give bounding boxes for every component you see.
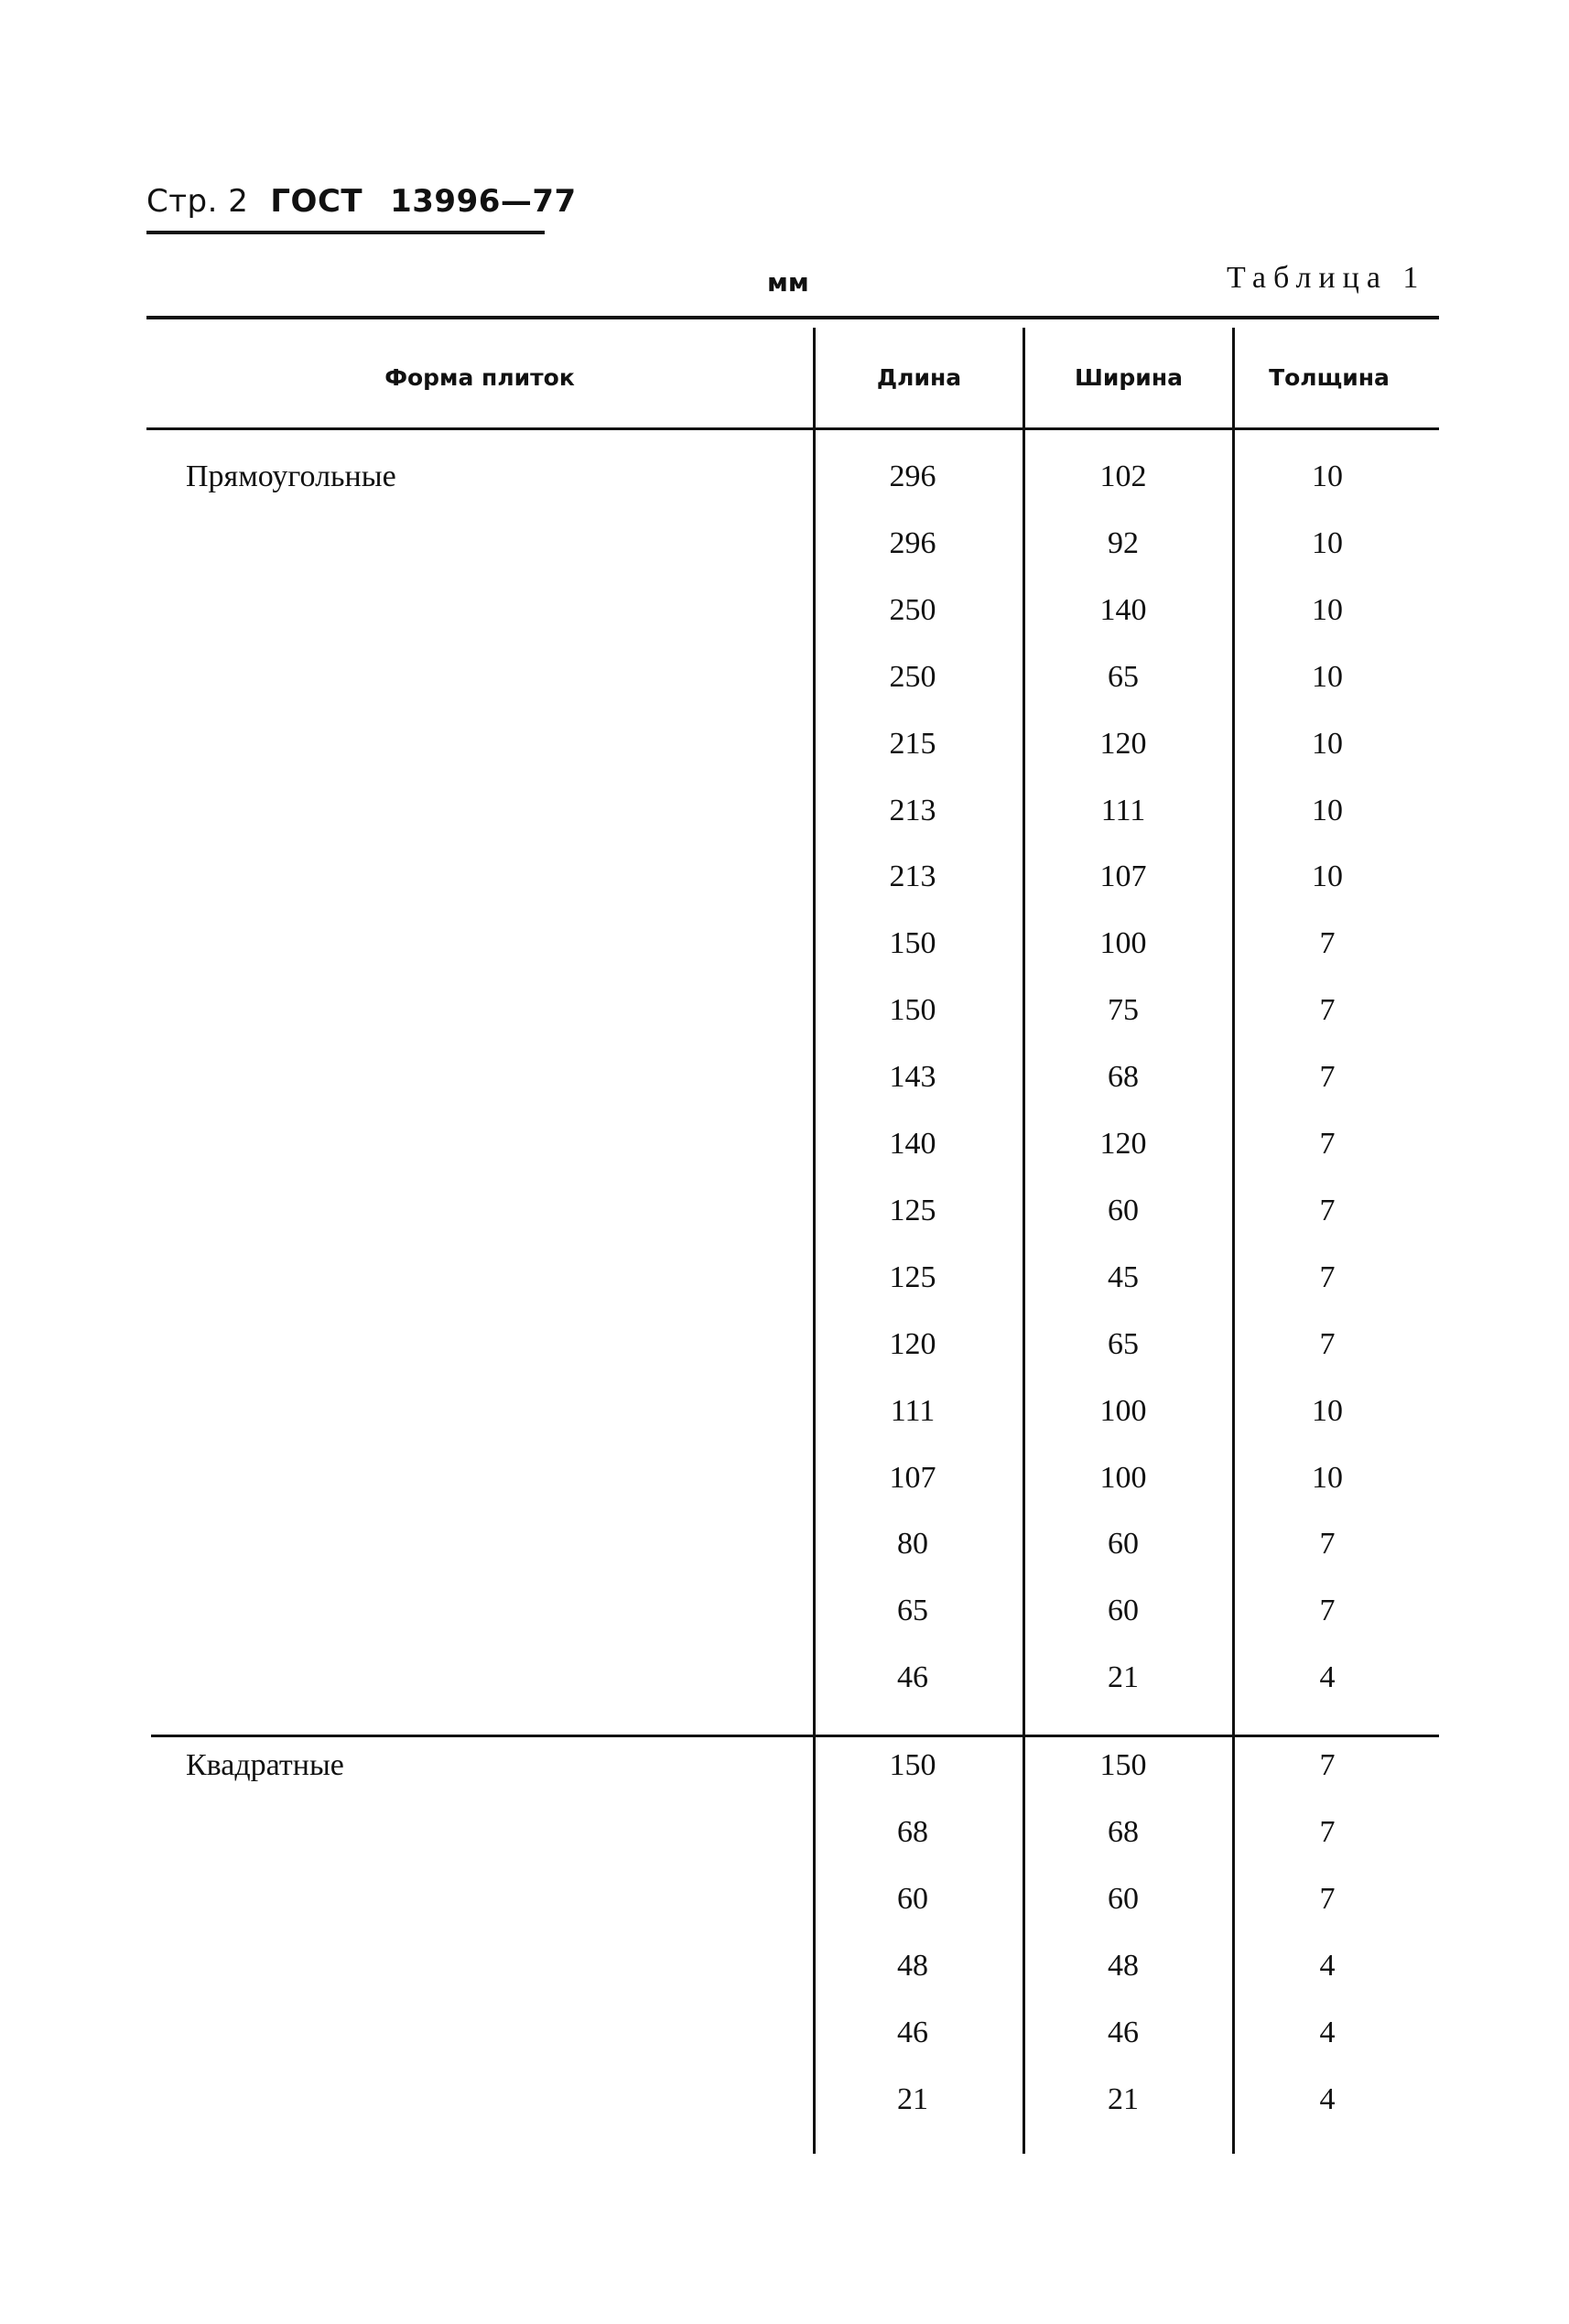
width-cell: 60 [1108, 1594, 1139, 1627]
thickness-cell: 4 [1319, 1949, 1336, 1983]
thickness-cell: 7 [1319, 1882, 1336, 1916]
length-cell: 120 [889, 1327, 936, 1361]
length-cell: 21 [897, 2082, 928, 2116]
length-cell: 125 [889, 1194, 936, 1227]
length-cell: 250 [889, 593, 936, 627]
width-cell: 45 [1108, 1260, 1139, 1294]
width-cell: 120 [1099, 727, 1147, 761]
thickness-cell: 4 [1319, 2016, 1336, 2049]
column-divider-1 [813, 328, 816, 2154]
width-cell: 60 [1108, 1882, 1139, 1916]
thickness-cell: 10 [1312, 727, 1343, 761]
width-cell: 100 [1099, 1394, 1147, 1428]
length-cell: 296 [889, 526, 936, 560]
length-cell: 250 [889, 660, 936, 694]
width-cell: 100 [1099, 1461, 1147, 1495]
thickness-cell: 4 [1319, 2082, 1336, 2116]
width-cell: 60 [1108, 1194, 1139, 1227]
width-cell: 150 [1099, 1748, 1147, 1782]
group-divider [151, 1735, 1439, 1737]
thickness-cell: 10 [1312, 593, 1343, 627]
thickness-cell: 4 [1319, 1660, 1336, 1694]
length-cell: 60 [897, 1882, 928, 1916]
thickness-cell: 7 [1319, 1527, 1336, 1561]
length-cell: 296 [889, 459, 936, 493]
column-divider-3 [1232, 328, 1235, 2154]
thickness-cell: 7 [1319, 1194, 1336, 1227]
thickness-cell: 10 [1312, 526, 1343, 560]
thickness-cell: 10 [1312, 859, 1343, 893]
width-cell: 21 [1108, 1660, 1139, 1694]
length-cell: 213 [889, 794, 936, 827]
thickness-cell: 10 [1312, 794, 1343, 827]
thickness-cell: 10 [1312, 660, 1343, 694]
thickness-cell: 7 [1319, 1060, 1336, 1094]
thickness-cell: 7 [1319, 926, 1336, 960]
table-header-rule [146, 427, 1439, 430]
length-cell: 213 [889, 859, 936, 893]
length-cell: 150 [889, 1748, 936, 1782]
group-label: Прямоугольные [186, 459, 396, 493]
table-title: Таблица 1 [1227, 261, 1426, 295]
thickness-cell: 7 [1319, 1127, 1336, 1161]
length-cell: 150 [889, 926, 936, 960]
width-cell: 102 [1099, 459, 1147, 493]
thickness-cell: 7 [1319, 1815, 1336, 1849]
width-cell: 21 [1108, 2082, 1139, 2116]
width-cell: 48 [1108, 1949, 1139, 1983]
table-top-rule [146, 316, 1439, 319]
thickness-cell: 10 [1312, 459, 1343, 493]
length-cell: 125 [889, 1260, 936, 1294]
length-cell: 46 [897, 2016, 928, 2049]
thickness-cell: 7 [1319, 1594, 1336, 1627]
length-cell: 46 [897, 1660, 928, 1694]
length-cell: 215 [889, 727, 936, 761]
group-label: Квадратные [186, 1748, 344, 1782]
width-cell: 92 [1108, 526, 1139, 560]
length-cell: 140 [889, 1127, 936, 1161]
thickness-cell: 7 [1319, 1260, 1336, 1294]
width-cell: 120 [1099, 1127, 1147, 1161]
page-header [146, 183, 577, 234]
column-header-width: Ширина [1075, 364, 1183, 391]
column-header-shape: Форма плиток [384, 364, 575, 391]
width-cell: 140 [1099, 593, 1147, 627]
length-cell: 107 [889, 1461, 936, 1495]
width-cell: 111 [1100, 794, 1146, 827]
thickness-cell: 7 [1319, 1327, 1336, 1361]
length-cell: 65 [897, 1594, 928, 1627]
width-cell: 65 [1108, 660, 1139, 694]
length-cell: 143 [889, 1060, 936, 1094]
units-label: мм [767, 267, 809, 297]
thickness-cell: 10 [1312, 1394, 1343, 1428]
width-cell: 107 [1099, 859, 1147, 893]
page-number: Стр. 2 [146, 183, 249, 220]
length-cell: 111 [890, 1394, 936, 1428]
width-cell: 60 [1108, 1527, 1139, 1561]
standard-name: ГОСТ [270, 183, 363, 220]
width-cell: 100 [1099, 926, 1147, 960]
column-header-length: Длина [876, 364, 962, 391]
width-cell: 46 [1108, 2016, 1139, 2049]
standard-number: 13996—77 [390, 183, 577, 220]
length-cell: 150 [889, 993, 936, 1027]
thickness-cell: 10 [1312, 1461, 1343, 1495]
width-cell: 65 [1108, 1327, 1139, 1361]
column-header-thickness: Толщина [1269, 364, 1390, 391]
length-cell: 68 [897, 1815, 928, 1849]
width-cell: 68 [1108, 1815, 1139, 1849]
length-cell: 48 [897, 1949, 928, 1983]
thickness-cell: 7 [1319, 993, 1336, 1027]
width-cell: 68 [1108, 1060, 1139, 1094]
column-divider-2 [1023, 328, 1025, 2154]
width-cell: 75 [1108, 993, 1139, 1027]
length-cell: 80 [897, 1527, 928, 1561]
thickness-cell: 7 [1319, 1748, 1336, 1782]
